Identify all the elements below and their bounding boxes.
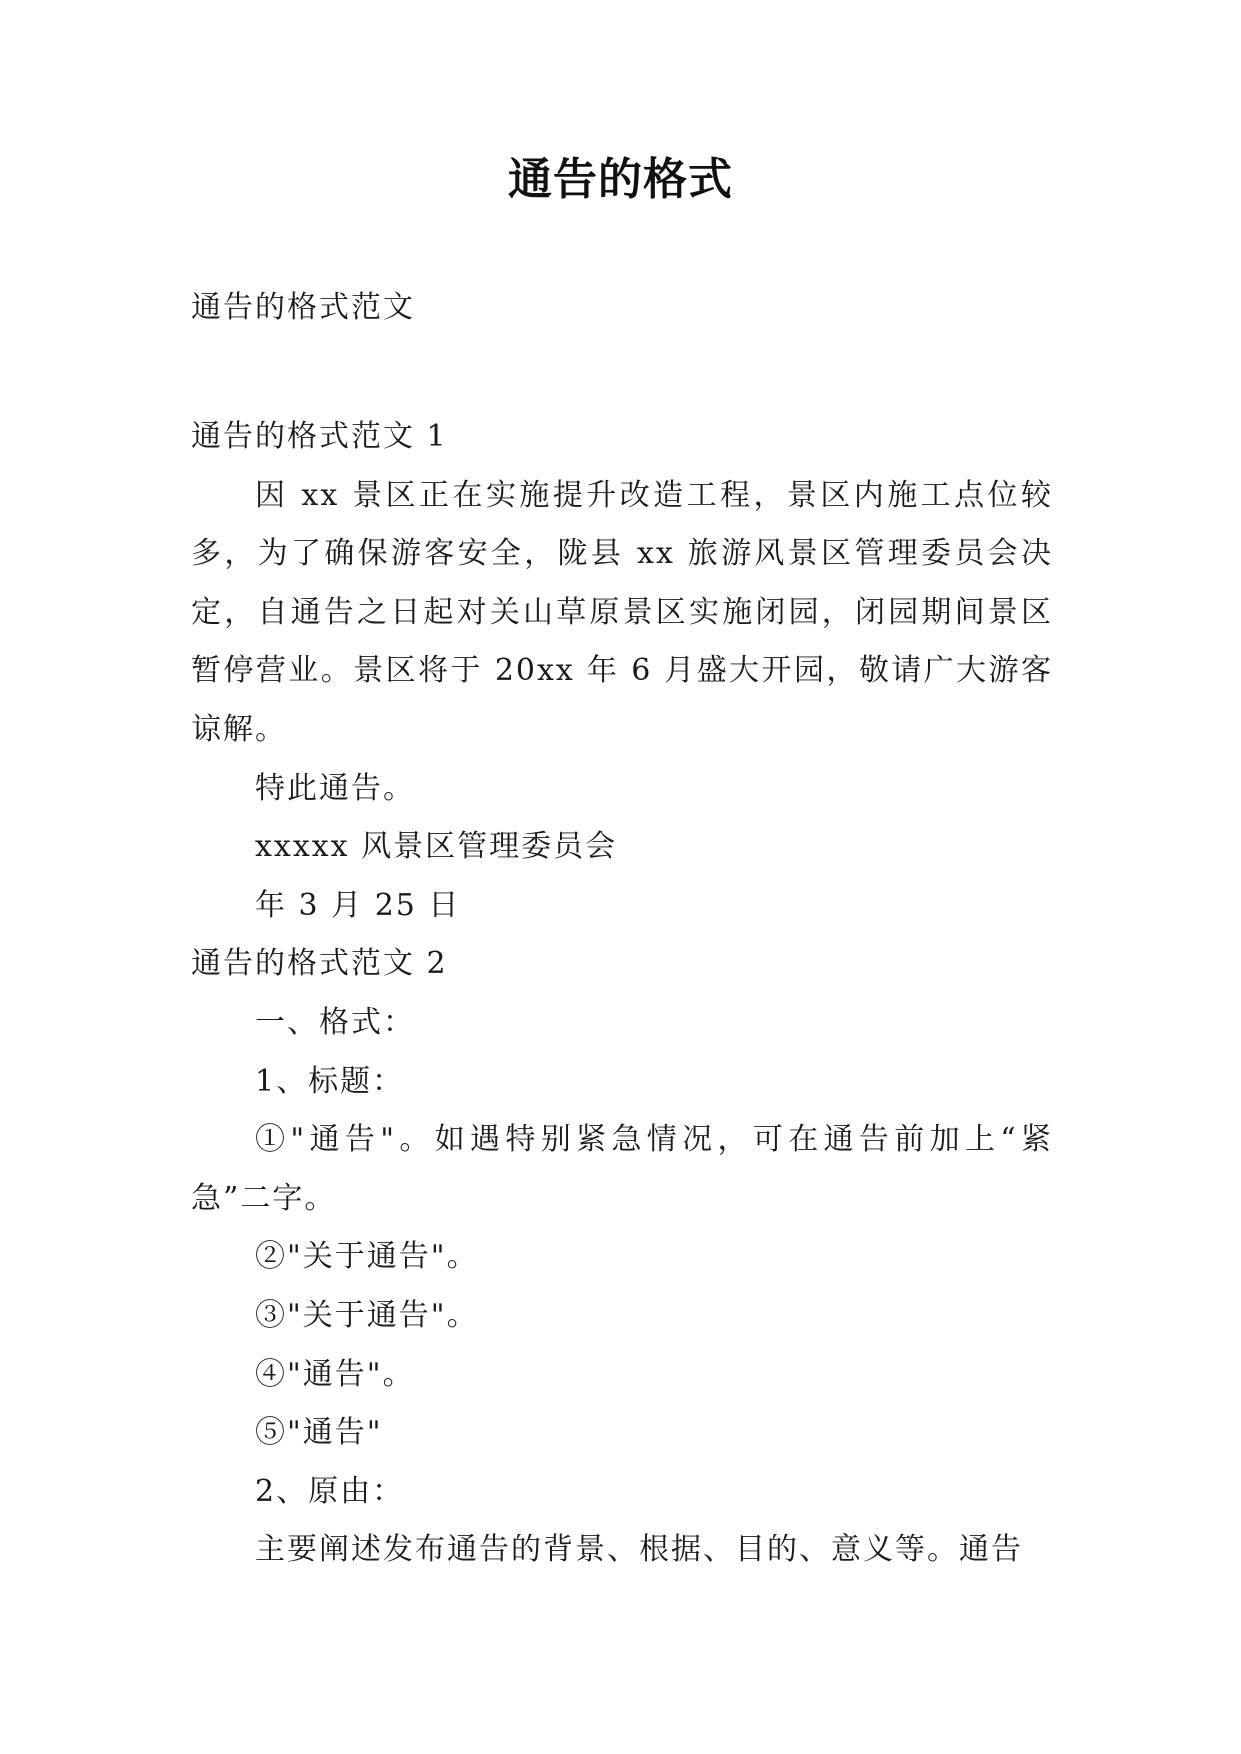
title-item-2: ②"关于通告"。 <box>255 1239 479 1275</box>
notice-paragraph: 因 xx 景区正在实施提升改造工程，景区内施工点位较多，为了确保游客安全，陇县 xx 旅游风景区管理委员会决定，自通告之日起对关山草原景区实施闭园，闭园期间景区暂停营业。景区将于 20xx 年 6 月盛大开园，敬请广大游客谅解。 <box>191 477 1053 747</box>
notice-closing: 特此通告。 <box>255 770 415 806</box>
reason-paragraph: 主要阐述发布通告的背景、根据、目的、意义等。通告 <box>255 1532 1023 1568</box>
section-heading-2: 通告的格式范文 2 <box>191 946 448 982</box>
notice-issuer: xxxxx 风景区管理委员会 <box>255 829 618 865</box>
title-item-5: ⑤"通告" <box>255 1415 383 1451</box>
document-title: 通告的格式 <box>508 154 733 205</box>
title-item-1: ①"通告"。如遇特别紧急情况，可在通告前加上“紧急”二字。 <box>191 1122 1053 1216</box>
title-heading: 1、标题： <box>255 1063 405 1099</box>
notice-date: 年 3 月 25 日 <box>255 887 461 923</box>
section-heading-1: 通告的格式范文 1 <box>191 419 448 454</box>
title-item-3: ③"关于通告"。 <box>255 1297 479 1333</box>
document-body <box>191 408 1053 1580</box>
reason-heading: 2、原由： <box>255 1473 405 1509</box>
format-heading: 一、格式： <box>255 1004 415 1040</box>
document-subtitle: 通告的格式范文 <box>191 290 415 325</box>
title-item-4: ④"通告"。 <box>255 1356 415 1392</box>
